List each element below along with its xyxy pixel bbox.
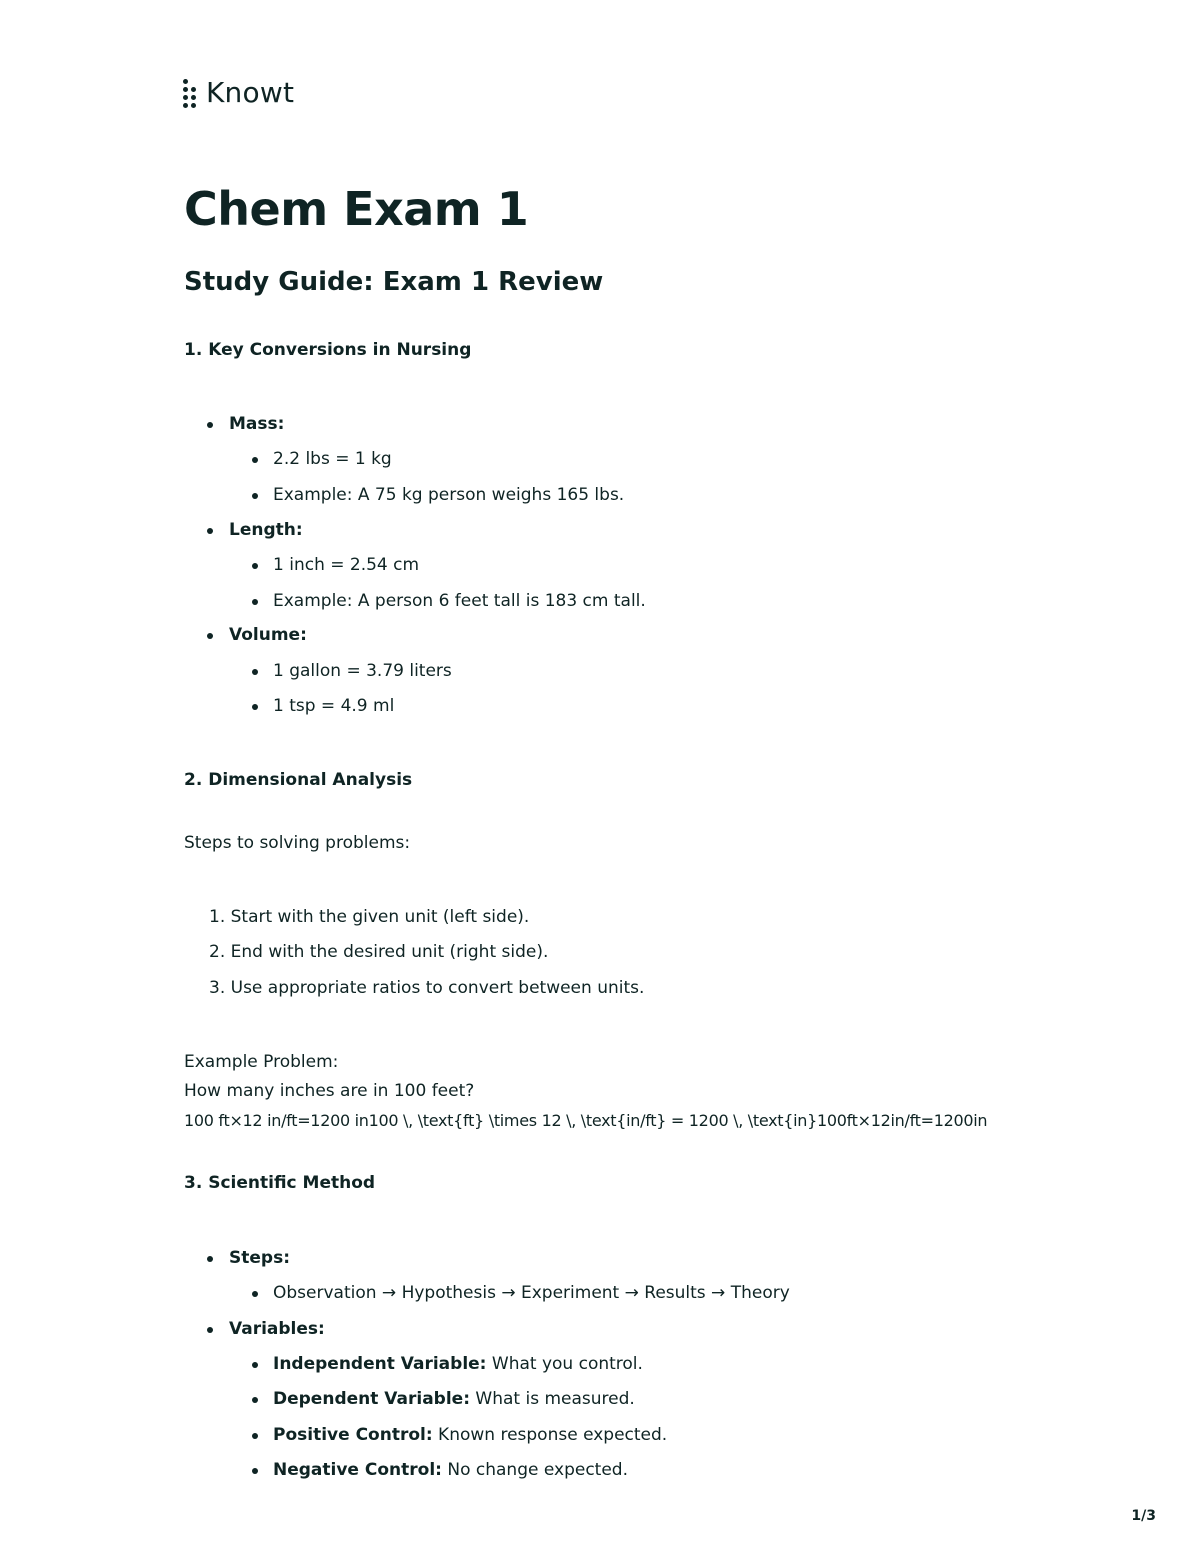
example-label: Example Problem: bbox=[184, 1052, 339, 1072]
example-question: How many inches are in 100 feet? bbox=[184, 1081, 475, 1101]
list-item-variables: Variables: bbox=[229, 1319, 325, 1339]
knowt-logo bbox=[182, 76, 294, 109]
list-item-variable bbox=[273, 1425, 667, 1445]
example-formula: 100 ft×12 in/ft=1200 in100 \, \text{ft} \times 12 \, \text{in/ft} = 1200 \, \text{in}100ft×12in/ft=1200in bbox=[184, 1111, 988, 1130]
list-item-steps: Steps: bbox=[229, 1248, 290, 1268]
document-title: Chem Exam 1 bbox=[184, 182, 529, 236]
list-item-variable bbox=[273, 1460, 628, 1480]
variable-desc: What you control. bbox=[486, 1354, 643, 1374]
variable-desc: Known response expected. bbox=[432, 1425, 668, 1445]
list-item-mass: Mass: bbox=[229, 414, 285, 434]
list-item: Observation → Hypothesis → Experiment → Results → Theory bbox=[273, 1283, 790, 1303]
list-item-volume: Volume: bbox=[229, 625, 307, 645]
steps-intro: Steps to solving problems: bbox=[184, 833, 411, 853]
list-item-variable bbox=[273, 1389, 635, 1409]
variable-desc: No change expected. bbox=[441, 1460, 628, 1480]
section-heading-conversions: 1. Key Conversions in Nursing bbox=[184, 340, 472, 360]
list-item-length: Length: bbox=[229, 520, 303, 540]
page-number: 1/3 bbox=[1131, 1508, 1156, 1524]
numbered-step: 3. Use appropriate ratios to convert between units. bbox=[209, 978, 645, 998]
variable-term: Positive Control: bbox=[273, 1425, 433, 1445]
list-item: 1 inch = 2.54 cm bbox=[273, 555, 420, 575]
variable-term: Dependent Variable: bbox=[273, 1389, 470, 1409]
list-item: 2.2 lbs = 1 kg bbox=[273, 449, 392, 469]
numbered-step: 2. End with the desired unit (right side). bbox=[209, 942, 549, 962]
list-item: 1 gallon = 3.79 liters bbox=[273, 661, 452, 681]
list-item: Example: A person 6 feet tall is 183 cm tall. bbox=[273, 591, 646, 611]
section-heading-scientific-method: 3. Scientific Method bbox=[184, 1173, 376, 1193]
document-subtitle: Study Guide: Exam 1 Review bbox=[184, 267, 604, 297]
numbered-step: 1. Start with the given unit (left side). bbox=[209, 907, 530, 927]
variable-term: Negative Control: bbox=[273, 1460, 442, 1480]
variable-desc: What is measured. bbox=[470, 1389, 635, 1409]
variable-term: Independent Variable: bbox=[273, 1354, 487, 1374]
list-item: 1 tsp = 4.9 ml bbox=[273, 696, 395, 716]
brand-name: Knowt bbox=[206, 76, 295, 109]
list-item: Example: A 75 kg person weighs 165 lbs. bbox=[273, 485, 625, 505]
section-heading-dimensional-analysis: 2. Dimensional Analysis bbox=[184, 770, 413, 790]
list-item-variable bbox=[273, 1354, 643, 1374]
knowt-dots-icon bbox=[182, 77, 200, 109]
